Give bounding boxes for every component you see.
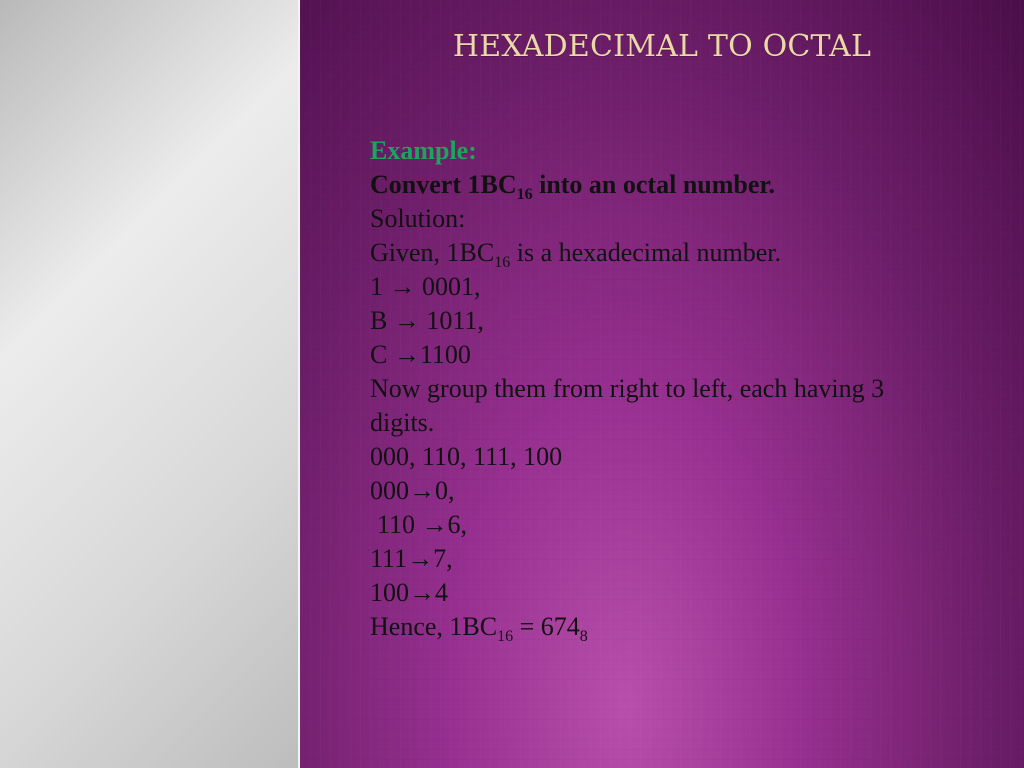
- solution-label: Solution:: [370, 204, 466, 233]
- given-prefix: Given, 1BC: [370, 238, 495, 267]
- result-octal-subscript: 8: [579, 628, 588, 645]
- given-hex-subscript: 16: [494, 254, 511, 271]
- result-line: [370, 610, 930, 644]
- octal-step-000: 000→0,: [370, 476, 455, 505]
- convert-instruction: [370, 168, 930, 202]
- convert-hex-subscript: 16: [516, 186, 533, 203]
- left-gray-panel: [0, 0, 298, 768]
- convert-prefix: Convert 1BC: [370, 170, 517, 199]
- slide-title: HEXADECIMAL TO OCTAL: [452, 29, 872, 64]
- grouping-instruction: Now group them from right to left, each having 3 digits.: [370, 374, 885, 437]
- result-middle: = 674: [513, 612, 580, 641]
- octal-step-100: 100→4: [370, 578, 448, 607]
- octal-step-110: 110 →6,: [377, 510, 468, 539]
- convert-suffix: into an octal number.: [532, 170, 776, 199]
- result-hex-subscript: 16: [497, 628, 514, 645]
- octal-step-111: 111→7,: [370, 544, 453, 573]
- mapping-1: 1 → 0001,: [370, 272, 481, 301]
- mapping-c: C →1100: [370, 340, 471, 369]
- mapping-b: B → 1011,: [370, 306, 484, 335]
- example-label: Example:: [370, 136, 477, 165]
- given-line: [370, 236, 930, 270]
- given-suffix: is a hexadecimal number.: [510, 238, 781, 267]
- result-prefix: Hence, 1BC: [370, 612, 498, 641]
- grouped-binary-line: 000, 110, 111, 100: [370, 442, 563, 471]
- slide-content-panel: [300, 0, 1024, 768]
- example-content: [370, 134, 930, 644]
